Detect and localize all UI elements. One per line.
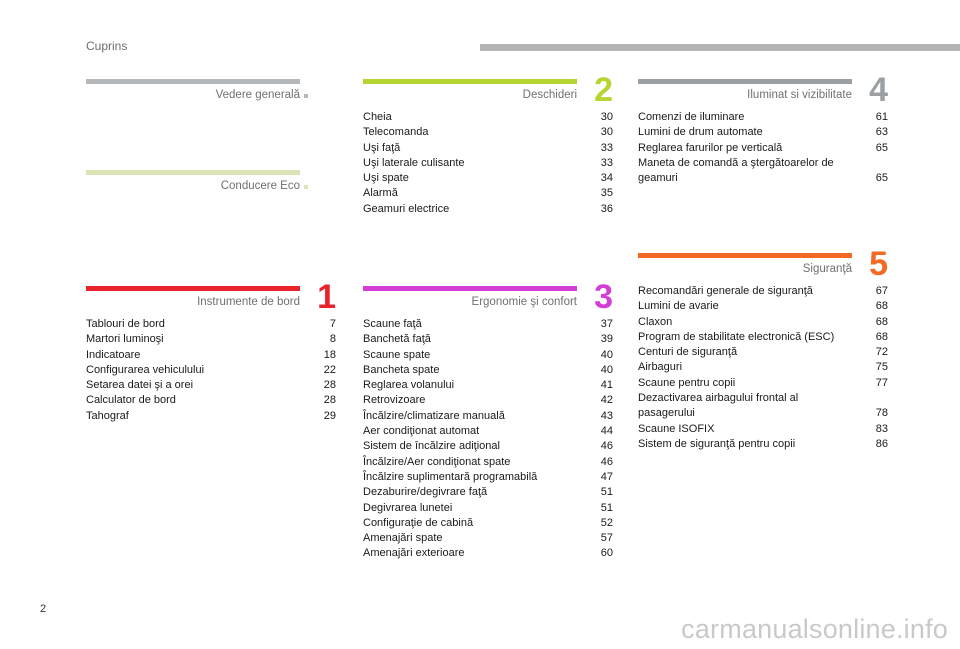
section-marker (304, 94, 308, 98)
toc-entry-label: Reglarea volanului (363, 379, 455, 392)
toc-entry-label: Maneta de comandă a ştergătoarelor de geamuri (638, 156, 834, 185)
toc-entry-page: 29 (323, 409, 336, 422)
toc-entry-page: 65 (875, 141, 888, 154)
toc-entry-page: 37 (600, 318, 613, 330)
toc-entry[interactable] (638, 437, 888, 452)
toc-entry[interactable] (363, 332, 613, 347)
toc-entry[interactable] (638, 345, 888, 360)
toc-entry[interactable] (363, 485, 613, 500)
toc-entry[interactable] (363, 156, 613, 171)
toc-entry-label: Încălzire suplimentară programabilă (363, 470, 538, 483)
toc-entry-page: 68 (875, 330, 888, 343)
toc-entry[interactable] (638, 110, 888, 125)
section-marker (304, 185, 308, 189)
section-title: Iluminat si vizibilitate (747, 89, 852, 101)
toc-entry-page: 78 (875, 407, 888, 420)
toc-entry-label: Retrovizoare (363, 394, 426, 407)
toc-entry-label: Martori luminoşi (86, 333, 164, 346)
toc-entry[interactable] (638, 141, 888, 156)
section-number: 5 (869, 245, 888, 283)
toc-entry-page: 86 (875, 437, 888, 450)
toc-entry-label: Uşi spate (363, 172, 409, 185)
toc-list (86, 317, 336, 424)
toc-entry[interactable] (638, 125, 888, 140)
toc-entry-label: Cheia (363, 111, 392, 123)
toc-entry[interactable] (363, 546, 613, 561)
toc-entry-label: Aer condiţionat automat (363, 425, 480, 438)
toc-entry[interactable] (363, 531, 613, 546)
toc-entry-page: 40 (600, 348, 613, 361)
toc-entry[interactable] (363, 171, 613, 186)
toc-entry-label: Sistem de încălzire adiţional (363, 440, 500, 453)
toc-entry-label: Banchetă faţă (363, 333, 431, 346)
toc-entry-label: Uşi faţă (363, 141, 401, 154)
toc-entry-label: Configurarea vehiculului (86, 363, 205, 376)
toc-entry-label: Scaune faţă (363, 318, 422, 330)
toc-entry[interactable] (638, 391, 888, 422)
toc-entry[interactable] (363, 348, 613, 363)
toc-entry-page: 72 (875, 346, 888, 359)
toc-entry-page: 18 (323, 348, 336, 361)
toc-entry-page: 44 (600, 425, 613, 438)
toc-entry-label: Dezaburire/degivrare faţă (363, 486, 488, 499)
toc-entry[interactable] (638, 156, 888, 187)
toc-entry[interactable] (363, 317, 613, 332)
toc-entry-label: Calculator de bord (86, 394, 176, 407)
toc-entry[interactable] (363, 409, 613, 424)
toc-entry-page: 51 (600, 486, 613, 499)
section-number: 4 (869, 71, 888, 109)
section-title: Ergonomie şi confort (471, 296, 577, 308)
toc-entry[interactable] (363, 363, 613, 378)
toc-entry-page: 47 (600, 470, 613, 483)
toc-entry-label: Degivrarea lunetei (363, 501, 453, 514)
toc-entry[interactable] (86, 363, 336, 378)
toc-entry-page: 33 (600, 141, 613, 154)
toc-entry-page: 83 (875, 422, 888, 435)
section-bar (638, 79, 852, 84)
toc-entry-label: Tahograf (86, 409, 129, 422)
toc-entry-label: Recomandări generale de siguranţă (638, 285, 813, 297)
toc-entry-page: 35 (600, 187, 613, 200)
toc-entry-label: Alarmă (363, 187, 398, 200)
toc-entry-label: Setarea datei şi a orei (86, 379, 194, 392)
toc-list (363, 317, 613, 562)
toc-entry-page: 57 (600, 532, 613, 545)
section-bar (86, 286, 300, 291)
toc-list (638, 110, 888, 186)
toc-entry-label: Bancheta spate (363, 363, 440, 376)
toc-entry[interactable] (638, 330, 888, 345)
toc-entry[interactable] (363, 186, 613, 201)
toc-entry-page: 63 (875, 126, 888, 139)
toc-entry-page: 28 (323, 379, 336, 392)
section-bar (86, 79, 300, 84)
toc-entry-label: Claxon (638, 315, 673, 328)
toc-entry-label: Sistem de siguranţă pentru copii (638, 437, 796, 450)
header-bar (480, 44, 960, 51)
toc-entry[interactable] (86, 378, 336, 393)
toc-entry-page: 8 (329, 333, 336, 346)
toc-entry[interactable] (638, 284, 888, 299)
section-number: 1 (317, 278, 336, 316)
section-title: Siguranţă (802, 263, 852, 275)
toc-entry[interactable] (363, 393, 613, 408)
toc-list (363, 110, 613, 217)
toc-entry-page: 67 (875, 285, 888, 297)
toc-entry-page: 33 (600, 156, 613, 169)
toc-entry-page: 43 (600, 409, 613, 422)
toc-entry-label: Configuraţie de cabină (363, 516, 474, 529)
toc-entry-page: 61 (875, 111, 888, 123)
toc-entry[interactable] (363, 516, 613, 531)
section-bar (363, 286, 577, 291)
toc-list (638, 284, 888, 452)
toc-entry[interactable] (638, 315, 888, 330)
toc-entry[interactable] (638, 299, 888, 314)
toc-entry[interactable] (86, 317, 336, 332)
section-title: Deschideri (522, 89, 577, 101)
toc-entry-page: 51 (600, 501, 613, 514)
toc-entry-label: Telecomanda (363, 126, 429, 139)
toc-entry[interactable] (638, 422, 888, 437)
toc-entry-label: Scaune spate (363, 348, 431, 361)
section-title[interactable]: Vedere generală (215, 89, 300, 101)
toc-entry-page: 65 (875, 172, 888, 185)
section-title: Instrumente de bord (197, 296, 300, 308)
toc-entry-page: 40 (600, 363, 613, 376)
toc-entry-page: 36 (600, 202, 613, 215)
toc-entry-label: Tablouri de bord (86, 318, 165, 330)
section-number: 2 (594, 71, 613, 109)
toc-entry[interactable] (363, 439, 613, 454)
toc-entry-label: Amenajări exterioare (363, 547, 465, 560)
toc-entry[interactable] (363, 110, 613, 125)
toc-entry-page: 39 (600, 333, 613, 346)
toc-entry[interactable] (86, 332, 336, 347)
toc-entry-label: Reglarea farurilor pe verticală (638, 141, 783, 154)
toc-entry-page: 75 (875, 361, 888, 374)
toc-entry-page: 60 (600, 547, 613, 560)
watermark: carmanualsonline.info (681, 614, 948, 644)
toc-entry-label: Program de stabilitate electronică (ESC) (638, 330, 835, 343)
section-number: 3 (594, 278, 613, 316)
toc-entry[interactable] (363, 470, 613, 485)
toc-entry-page: 28 (323, 394, 336, 407)
toc-entry-label: Uşi laterale culisante (363, 156, 465, 169)
toc-entry-page: 34 (600, 172, 613, 185)
toc-entry-page: 7 (329, 318, 336, 330)
section-bar (363, 79, 577, 84)
toc-entry[interactable] (363, 125, 613, 140)
toc-entry-page: 77 (875, 376, 888, 389)
toc-entry-label: Dezactivarea airbagului frontal al pasagerului (638, 392, 799, 420)
section-title[interactable]: Conducere Eco (220, 180, 300, 192)
toc-entry-label: Lumini de drum automate (638, 126, 763, 139)
toc-entry[interactable] (86, 409, 336, 424)
toc-entry-page: 52 (600, 516, 613, 529)
toc-entry[interactable] (86, 393, 336, 408)
toc-entry-page: 30 (600, 111, 613, 123)
toc-entry[interactable] (86, 348, 336, 363)
toc-entry-page: 42 (600, 394, 613, 407)
toc-entry-label: Scaune pentru copii (638, 376, 736, 389)
toc-entry-page: 46 (600, 455, 613, 468)
section-bar (638, 253, 852, 258)
toc-entry-label: Airbaguri (638, 361, 683, 374)
toc-entry[interactable] (638, 376, 888, 391)
toc-entry[interactable] (363, 378, 613, 393)
toc-entry-page: 41 (600, 379, 613, 392)
toc-entry-page: 46 (600, 440, 613, 453)
toc-entry-page: 22 (323, 363, 336, 376)
toc-entry-label: Lumini de avarie (638, 300, 719, 313)
toc-entry[interactable] (363, 501, 613, 516)
toc-entry[interactable] (363, 202, 613, 217)
toc-entry[interactable] (363, 141, 613, 156)
toc-entry[interactable] (363, 455, 613, 470)
toc-entry[interactable] (638, 360, 888, 375)
toc-entry-label: Comenzi de iluminare (638, 111, 745, 123)
toc-entry-label: Indicatoare (86, 348, 141, 361)
toc-entry-label: Centuri de siguranţă (638, 346, 738, 359)
toc-entry-page: 68 (875, 315, 888, 328)
toc-entry-label: Amenajări spate (363, 532, 443, 545)
section-bar (86, 170, 300, 175)
toc-entry-page: 68 (875, 300, 888, 313)
toc-entry[interactable] (363, 424, 613, 439)
toc-entry-label: Scaune ISOFIX (638, 422, 715, 435)
toc-entry-label: Încălzire/climatizare manuală (363, 409, 505, 422)
page-number: 2 (40, 603, 47, 615)
toc-entry-label: Încălzire/Aer condiţionat spate (363, 455, 511, 468)
page-header-title: Cuprins (86, 39, 128, 53)
toc-entry-page: 30 (600, 126, 613, 139)
toc-entry-label: Geamuri electrice (363, 202, 450, 215)
